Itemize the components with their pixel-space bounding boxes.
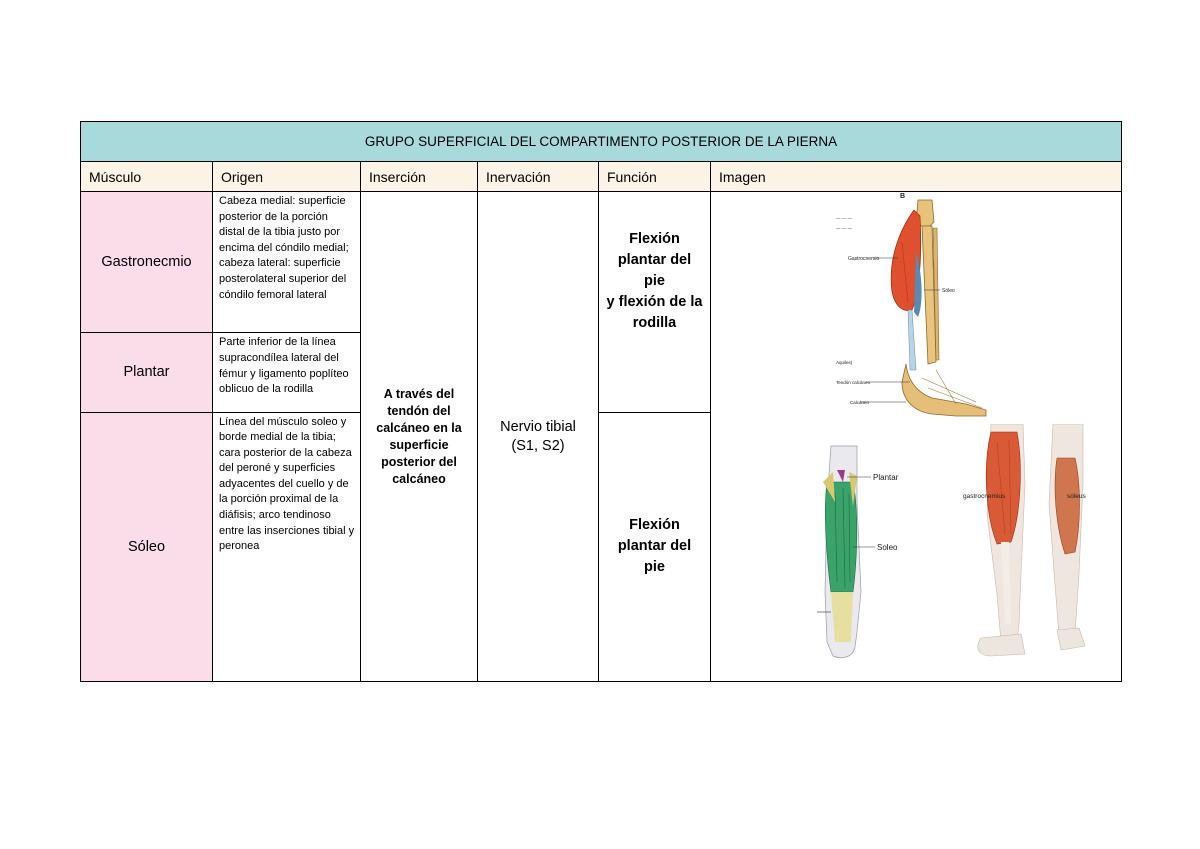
function-2-line2: plantar del xyxy=(617,538,692,555)
innervation-cell xyxy=(478,192,599,682)
fig1-label-soleo: Sóleo xyxy=(942,288,955,295)
function-2-line3: pie xyxy=(644,559,665,576)
function-1-line1: Flexión xyxy=(629,231,680,248)
innervation-line2: (S1, S2) xyxy=(511,437,565,454)
fig3-label-gastrocnemius: gastrocnemius xyxy=(963,493,1006,501)
fig3-label-soleus: soleus xyxy=(1067,493,1086,501)
function-1-line4: y flexión de la xyxy=(606,294,703,311)
function-cell-1 xyxy=(599,192,711,412)
header-inervacion: Inervación xyxy=(478,162,599,192)
function-1-line3: pie xyxy=(644,273,665,290)
table-title: GRUPO SUPERFICIAL DEL COMPARTIMENTO POSTERIOR DE LA PIERNA xyxy=(81,122,1122,162)
header-imagen: Imagen xyxy=(711,162,1122,192)
header-funcion: Función xyxy=(599,162,711,192)
image-cell xyxy=(711,192,1122,682)
muscle-soleo: Sóleo xyxy=(81,412,213,682)
header-origen: Origen xyxy=(213,162,361,192)
leg-lateral-figure xyxy=(836,192,996,424)
header-musculo: Músculo xyxy=(81,162,213,192)
svg-text:— — —: — — — xyxy=(836,216,853,222)
muscle-gastrocnemio: Gastronecmio xyxy=(81,192,213,333)
origin-soleo: Línea del músculo soleo y borde medial de la tibia; cara posterior de la cabeza del peroné y superficies adyacentes del cuello y de la porción proximal de la diáfisis; arco tendinoso entre las inserciones tibial y peronea xyxy=(213,412,361,682)
fig1-label-tendon: Tendón calcáneo xyxy=(836,380,871,386)
origin-gastrocnemio: Cabeza medial: superficie posterior de la porción distal de la tibia justo por encima del cóndilo medial; cabeza lateral: superficie posterolateral superior del cóndilo femoral lateral xyxy=(213,192,361,333)
legs-3d-figure xyxy=(961,424,1091,669)
innervation-line1: Nervio tibial xyxy=(500,418,576,435)
table-row xyxy=(81,192,1122,333)
fig2-label-plantar: Plantar xyxy=(873,473,899,483)
svg-text:— — —: — — — xyxy=(836,226,853,232)
leg-posterior-figure xyxy=(813,442,923,667)
fig2-label-soleo: Soleo xyxy=(877,543,898,553)
function-1-line5: rodilla xyxy=(632,315,677,332)
header-insercion: Inserción xyxy=(361,162,478,192)
header-row xyxy=(81,162,1122,192)
fig1-label-gastrocnemio: Gastrocnemio xyxy=(848,256,880,263)
origin-plantar: Parte inferior de la línea supracondílea lateral del fémur y ligamento poplíteo oblicuo de la rodilla xyxy=(213,333,361,412)
fig1-letter: B xyxy=(900,193,906,201)
function-1-line2: plantar del xyxy=(617,252,692,269)
function-2-line1: Flexión xyxy=(629,517,680,534)
fig1-label-aquiles: Aquiles) xyxy=(836,360,853,366)
function-cell-2 xyxy=(599,412,711,682)
muscle-plantar: Plantar xyxy=(81,333,213,412)
insertion-cell xyxy=(361,192,478,682)
muscle-table xyxy=(80,121,1122,682)
fig1-label-calcaneo: Calcáneo xyxy=(850,400,870,406)
insertion-text: A través del tendón del calcáneo en la superficie posterior del calcáneo xyxy=(376,386,462,486)
